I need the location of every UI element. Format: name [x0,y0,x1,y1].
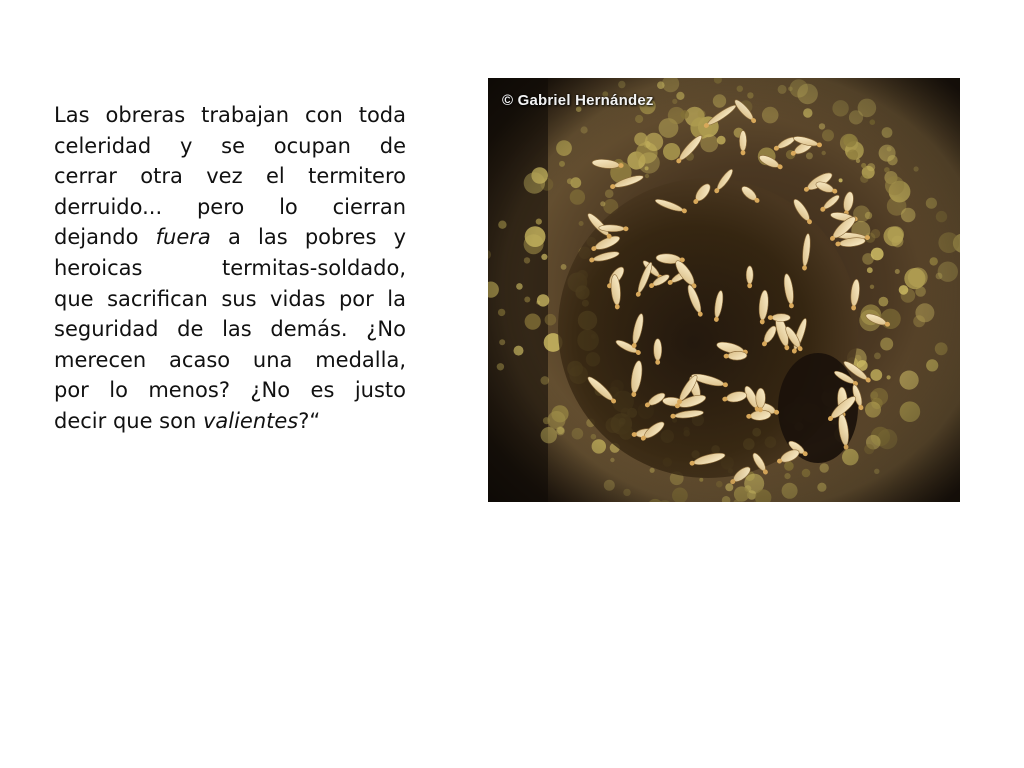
paragraph-line: Las obreras trabajan con toda [54,103,406,127]
paragraph-line: por lo menos? ¿No es justo [54,378,406,403]
paragraph-text: a las pobres y [210,225,406,250]
paragraph-line: seguridad de las demás. ¿No [54,317,406,342]
paragraph-text: dejando [54,225,156,250]
termites-photo [488,78,960,502]
emphasis-valientes: valientes [202,408,299,433]
paragraph-line: heroicas termitas-soldado, [54,255,406,280]
paragraph-line [54,222,406,253]
body-paragraph [54,100,406,437]
paragraph-line: cerrar otra vez el termitero [54,164,406,189]
paragraph-line: celeridad y se ocupan de [54,133,406,158]
paragraph-line: que sacrifican sus vidas por la [54,286,406,311]
paragraph-line [54,406,406,437]
paragraph-line: merecen acaso una medalla, [54,347,406,372]
paragraph-text: decir que son [54,408,203,433]
emphasis-fuera: fuera [155,225,211,250]
termites-photo-illustration [488,78,960,502]
paragraph-line: derruido... pero lo cierran [54,194,406,219]
paragraph-text: ?“ [298,408,321,433]
photo-credit: © Gabriel Hernández [502,92,654,109]
